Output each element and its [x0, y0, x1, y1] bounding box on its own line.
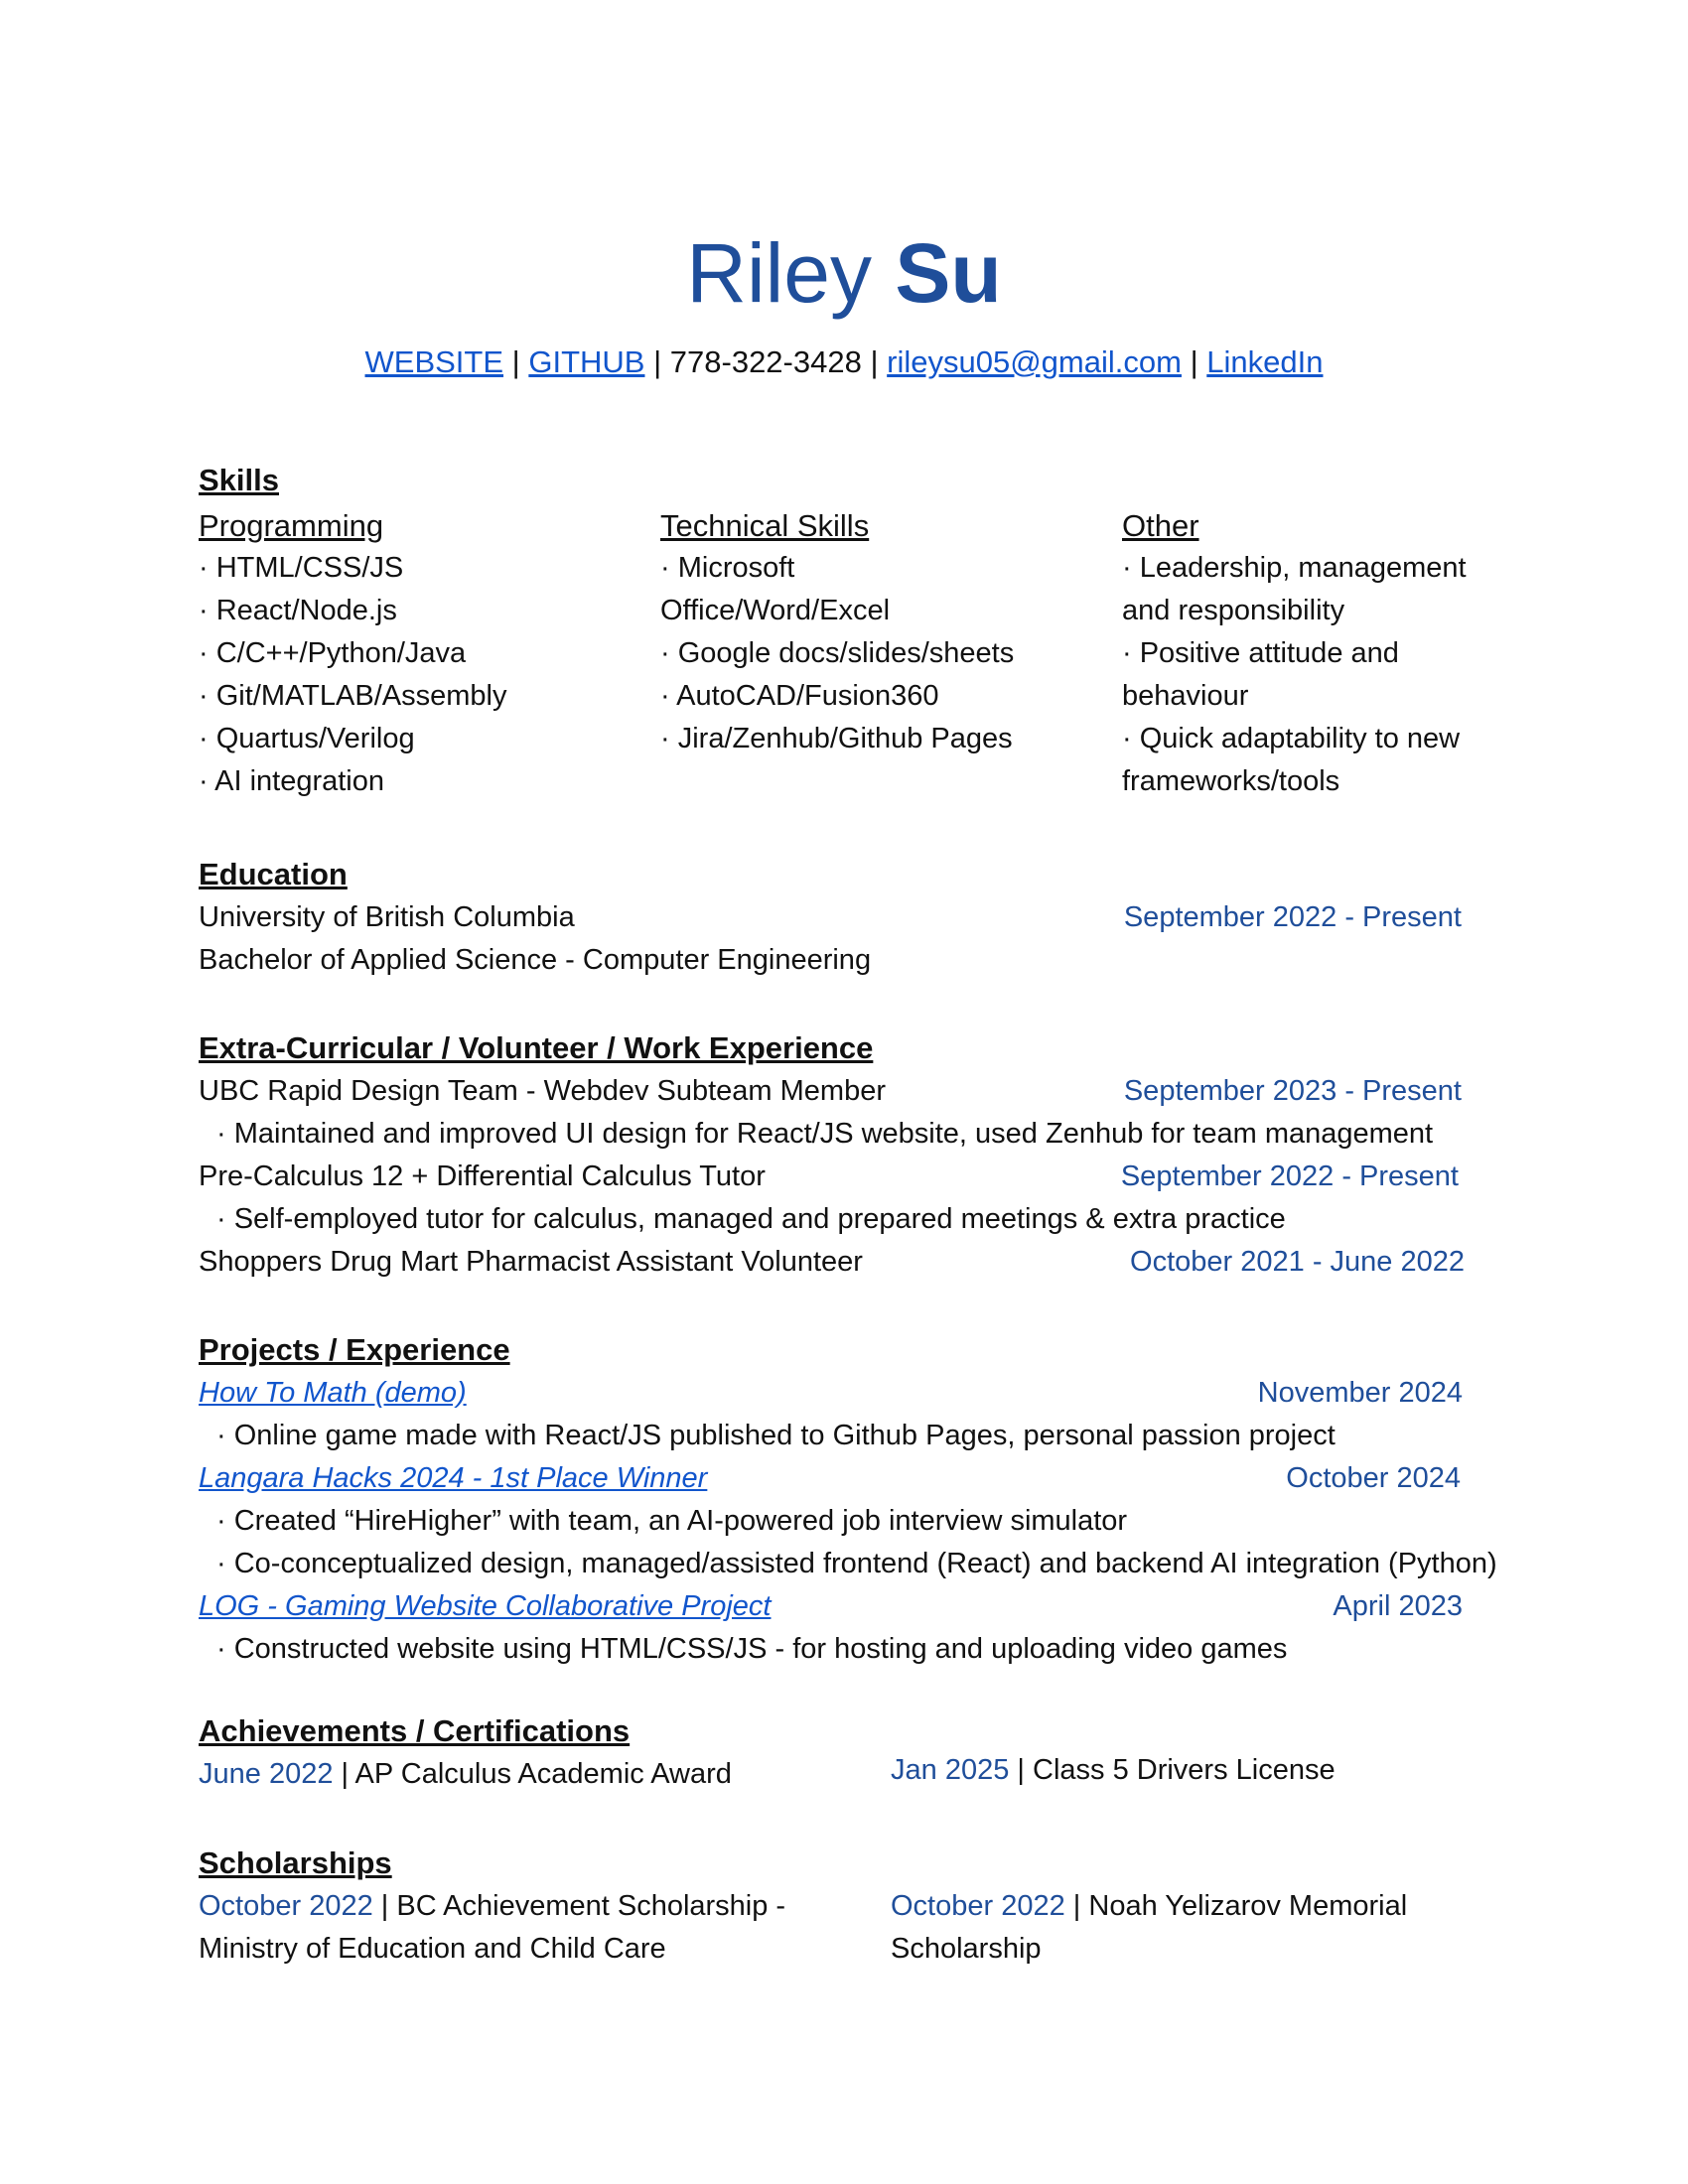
projects-heading: Projects / Experience: [199, 1332, 510, 1367]
separator: |: [341, 1758, 350, 1790]
project-link[interactable]: Langara Hacks 2024 - 1st Place Winner: [199, 1462, 708, 1494]
project-detail: · Created “HireHigher” with team, an AI-powered job interview simulator: [216, 1505, 1128, 1537]
experience-role: Shoppers Drug Mart Pharmacist Assistant Volunteer: [199, 1246, 863, 1278]
achievement-item: [891, 1749, 1336, 1792]
scholarship-date: October 2022: [891, 1890, 1065, 1922]
skill-line: · AutoCAD/Fusion360: [660, 680, 939, 712]
separator: |: [511, 344, 520, 379]
skill-item: · AI integration: [199, 765, 384, 797]
skill-line: · Microsoft: [660, 552, 795, 584]
separator: |: [653, 344, 662, 379]
project-detail: · Online game made with React/JS published to Github Pages, personal passion project: [216, 1420, 1336, 1451]
scholarship-text-line2: Scholarship: [891, 1933, 1042, 1965]
education-dates: September 2022 - Present: [1123, 901, 1462, 933]
project-detail: · Co-conceptualized design, managed/assisted frontend (React) and backend AI integration (Python): [216, 1548, 1497, 1579]
experience-dates: September 2023 - Present: [1123, 1075, 1462, 1107]
project-dates: April 2023: [1333, 1590, 1463, 1622]
skill-line: · Jira/Zenhub/Github Pages: [660, 723, 1013, 754]
scholarships-heading: Scholarships: [199, 1845, 392, 1880]
scholarship-text-line2: Ministry of Education and Child Care: [199, 1933, 666, 1965]
skill-item: · Git/MATLAB/Assembly: [199, 680, 507, 712]
project-dates: November 2024: [1257, 1377, 1463, 1409]
programming-column: [199, 504, 506, 803]
degree: Bachelor of Applied Science - Computer Engineering: [199, 944, 872, 976]
scholarship-item: [199, 1885, 785, 1971]
last-name: Su: [895, 226, 1002, 320]
project-detail: · Constructed website using HTML/CSS/JS - for hosting and uploading video games: [216, 1633, 1288, 1665]
other-title: Other: [1122, 508, 1199, 543]
achievements-heading: Achievements / Certifications: [199, 1713, 631, 1748]
email-link[interactable]: rileysu05@gmail.com: [887, 344, 1182, 379]
skill-line: Office/Word/Excel: [660, 595, 891, 626]
skill-item: · HTML/CSS/JS: [199, 552, 404, 584]
skills-heading: Skills: [199, 463, 279, 497]
scholarship-item: [891, 1885, 1407, 1971]
achievement-item: [199, 1753, 732, 1796]
experience-detail: · Self-employed tutor for calculus, managed and prepared meetings & extra practice: [216, 1203, 1286, 1235]
separator: |: [1017, 1754, 1025, 1786]
separator: |: [380, 1890, 389, 1922]
scholarship-text: BC Achievement Scholarship -: [396, 1890, 786, 1922]
experience-detail: · Maintained and improved UI design for React/JS website, used Zenhub for team management: [216, 1118, 1434, 1150]
skill-line: · Leadership, management: [1122, 552, 1467, 584]
skill-line: frameworks/tools: [1122, 765, 1340, 797]
experience-dates: September 2022 - Present: [1120, 1160, 1459, 1192]
github-link[interactable]: GITHUB: [528, 344, 645, 379]
skill-line: and responsibility: [1122, 595, 1345, 626]
skill-item: · C/C++/Python/Java: [199, 637, 467, 669]
name-title: [0, 218, 1688, 328]
scholarship-date: October 2022: [199, 1890, 373, 1922]
scholarship-text: Noah Yelizarov Memorial: [1088, 1890, 1408, 1922]
achievement-text: AP Calculus Academic Award: [354, 1758, 732, 1790]
separator: |: [1190, 344, 1198, 379]
skill-line: · Positive attitude and: [1122, 637, 1399, 669]
achievement-date: Jan 2025: [891, 1754, 1010, 1786]
other-skills-column: [1122, 504, 1467, 803]
skill-item: · Quartus/Verilog: [199, 723, 415, 754]
skill-item: · React/Node.js: [199, 595, 397, 626]
contact-line: [0, 341, 1688, 384]
skill-line: · Quick adaptability to new: [1122, 723, 1461, 754]
experience-dates: October 2021 - June 2022: [1130, 1246, 1465, 1278]
technical-skills-title: Technical Skills: [660, 508, 870, 543]
experience-role: UBC Rapid Design Team - Webdev Subteam Member: [199, 1075, 887, 1107]
programming-title: Programming: [199, 508, 384, 543]
achievement-date: June 2022: [199, 1758, 334, 1790]
separator: |: [1072, 1890, 1081, 1922]
achievement-text: Class 5 Drivers License: [1033, 1754, 1336, 1786]
project-link[interactable]: LOG - Gaming Website Collaborative Project: [199, 1590, 772, 1622]
experience-role: Pre-Calculus 12 + Differential Calculus Tutor: [199, 1160, 766, 1192]
linkedin-link[interactable]: LinkedIn: [1206, 344, 1324, 379]
school-name: University of British Columbia: [199, 901, 575, 933]
website-link[interactable]: WEBSITE: [364, 344, 504, 379]
education-heading: Education: [199, 857, 348, 891]
separator: |: [870, 344, 879, 379]
experience-heading: Extra-Curricular / Volunteer / Work Experience: [199, 1030, 874, 1065]
phone-number: 778-322-3428: [669, 344, 862, 379]
skill-line: · Google docs/slides/sheets: [660, 637, 1015, 669]
project-link[interactable]: How To Math (demo): [199, 1377, 467, 1409]
project-dates: October 2024: [1286, 1462, 1461, 1494]
technical-skills-column: [660, 504, 1014, 760]
first-name: Riley: [686, 226, 872, 320]
skill-line: behaviour: [1122, 680, 1249, 712]
